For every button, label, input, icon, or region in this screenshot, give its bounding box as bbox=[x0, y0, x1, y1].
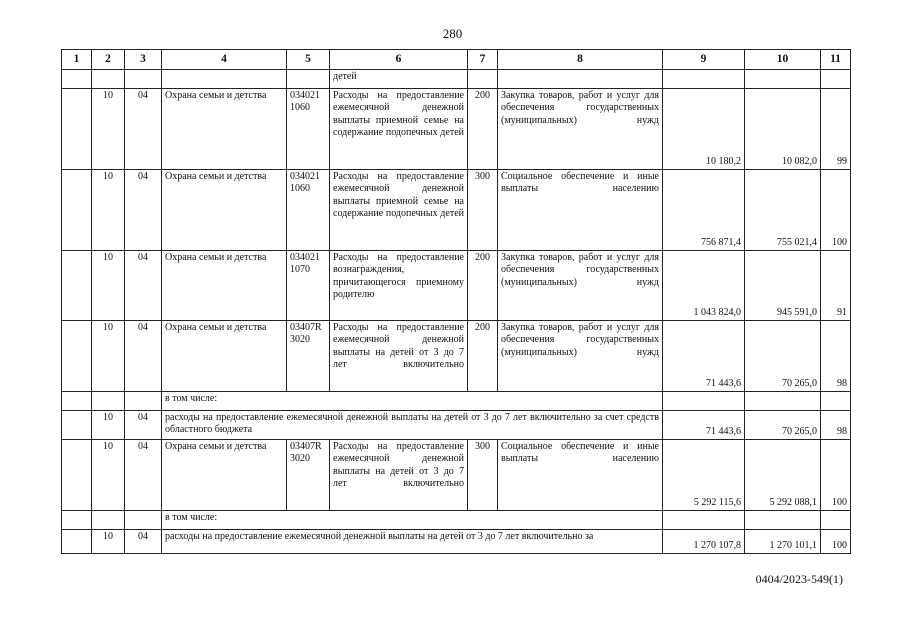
actual-amount-cell: 5 292 088,1 bbox=[745, 440, 821, 511]
expense-description-cell: Расходы на предоставление ежемесячной денежной выплаты на детей от 3 до 7 лет включительно bbox=[330, 321, 468, 392]
empty-cell bbox=[125, 70, 162, 89]
empty-cell bbox=[821, 392, 851, 411]
table-row bbox=[62, 251, 851, 321]
col-header: 10 bbox=[745, 50, 821, 70]
planned-amount-cell: 71 443,6 bbox=[663, 411, 745, 440]
expense-type-code-cell: 300 bbox=[468, 170, 498, 251]
expense-description-cell: Расходы на предоставление ежемесячной денежной выплаты на детей от 3 до 7 лет включительно bbox=[330, 440, 468, 511]
document-code: 0404/2023-549(1) bbox=[755, 572, 843, 586]
col-header: 2 bbox=[92, 50, 125, 70]
empty-cell bbox=[62, 251, 92, 321]
empty-cell bbox=[663, 511, 745, 530]
col-header: 6 bbox=[330, 50, 468, 70]
subsection-code-cell: 04 bbox=[125, 530, 162, 554]
planned-amount-cell: 10 180,2 bbox=[663, 89, 745, 170]
planned-amount-cell: 1 043 824,0 bbox=[663, 251, 745, 321]
section-code-cell: 10 bbox=[92, 321, 125, 392]
empty-cell bbox=[745, 70, 821, 89]
empty-cell bbox=[821, 70, 851, 89]
empty-cell bbox=[62, 70, 92, 89]
expense-type-name-cell: Социальное обеспечение и иные выплаты населению bbox=[498, 440, 663, 511]
empty-cell bbox=[745, 511, 821, 530]
planned-amount-cell: 71 443,6 bbox=[663, 321, 745, 392]
empty-cell bbox=[821, 511, 851, 530]
actual-amount-cell: 10 082,0 bbox=[745, 89, 821, 170]
subsection-name-cell: Охрана семьи и детства bbox=[162, 251, 287, 321]
including-description-cell: расходы на предоставление ежемесячной денежной выплаты на детей от 3 до 7 лет включительно за счет средств областного бюджета bbox=[162, 411, 663, 440]
including-description-cell: расходы на предоставление ежемесячной денежной выплаты на детей от 3 до 7 лет включительно за bbox=[162, 530, 663, 554]
actual-amount-cell: 1 270 101,1 bbox=[745, 530, 821, 554]
empty-cell bbox=[468, 70, 498, 89]
table-row bbox=[62, 70, 851, 89]
table-row bbox=[62, 170, 851, 251]
expense-type-name-cell: Социальное обеспечение и иные выплаты населению bbox=[498, 170, 663, 251]
subsection-code-cell: 04 bbox=[125, 321, 162, 392]
subsection-code-cell: 04 bbox=[125, 411, 162, 440]
empty-cell bbox=[287, 70, 330, 89]
actual-amount-cell: 70 265,0 bbox=[745, 411, 821, 440]
table-row bbox=[62, 392, 851, 411]
expense-type-name-cell: Закупка товаров, работ и услуг для обеспечения государственных (муниципальных) нужд bbox=[498, 321, 663, 392]
expense-type-code-cell: 300 bbox=[468, 440, 498, 511]
note-cell: в том числе: bbox=[162, 392, 663, 411]
percent-cell: 100 bbox=[821, 440, 851, 511]
target-article-cell: 034021 1060 bbox=[287, 170, 330, 251]
subsection-name-cell: Охрана семьи и детства bbox=[162, 170, 287, 251]
page-number: 280 bbox=[442, 26, 463, 41]
empty-cell bbox=[162, 70, 287, 89]
section-code-cell: 10 bbox=[92, 440, 125, 511]
subsection-name-cell: Охрана семьи и детства bbox=[162, 440, 287, 511]
percent-cell: 100 bbox=[821, 530, 851, 554]
empty-cell bbox=[62, 89, 92, 170]
actual-amount-cell: 755 021,4 bbox=[745, 170, 821, 251]
percent-cell: 91 bbox=[821, 251, 851, 321]
table-row bbox=[62, 411, 851, 440]
note-cell: в том числе: bbox=[162, 511, 663, 530]
empty-cell bbox=[498, 70, 663, 89]
expense-description-cell: Расходы на предоставление ежемесячной денежной выплаты приемной семье на содержание подопечных детей bbox=[330, 170, 468, 251]
target-article-cell: 034021 1070 bbox=[287, 251, 330, 321]
empty-cell bbox=[62, 440, 92, 511]
target-article-cell: 03407R 3020 bbox=[287, 321, 330, 392]
table-row bbox=[62, 511, 851, 530]
section-code-cell: 10 bbox=[92, 170, 125, 251]
empty-cell bbox=[62, 170, 92, 251]
col-header: 11 bbox=[821, 50, 851, 70]
percent-cell: 100 bbox=[821, 170, 851, 251]
empty-cell bbox=[92, 392, 125, 411]
section-code-cell: 10 bbox=[92, 530, 125, 554]
percent-cell: 98 bbox=[821, 321, 851, 392]
percent-cell: 99 bbox=[821, 89, 851, 170]
empty-cell bbox=[663, 70, 745, 89]
subsection-code-cell: 04 bbox=[125, 251, 162, 321]
expense-type-code-cell: 200 bbox=[468, 251, 498, 321]
percent-cell: 98 bbox=[821, 411, 851, 440]
target-article-cell: 034021 1060 bbox=[287, 89, 330, 170]
actual-amount-cell: 70 265,0 bbox=[745, 321, 821, 392]
empty-cell bbox=[125, 511, 162, 530]
planned-amount-cell: 1 270 107,8 bbox=[663, 530, 745, 554]
table-row bbox=[62, 440, 851, 511]
section-code-cell: 10 bbox=[92, 251, 125, 321]
subsection-code-cell: 04 bbox=[125, 170, 162, 251]
empty-cell bbox=[62, 411, 92, 440]
col-header: 5 bbox=[287, 50, 330, 70]
empty-cell bbox=[62, 321, 92, 392]
target-article-cell: 03407R 3020 bbox=[287, 440, 330, 511]
empty-cell bbox=[62, 530, 92, 554]
empty-cell bbox=[663, 392, 745, 411]
expense-description-cell: детей bbox=[330, 70, 468, 89]
expense-type-name-cell: Закупка товаров, работ и услуг для обеспечения государственных (муниципальных) нужд bbox=[498, 251, 663, 321]
col-header: 1 bbox=[62, 50, 92, 70]
expense-type-code-cell: 200 bbox=[468, 321, 498, 392]
section-code-cell: 10 bbox=[92, 411, 125, 440]
planned-amount-cell: 5 292 115,6 bbox=[663, 440, 745, 511]
empty-cell bbox=[92, 511, 125, 530]
subsection-name-cell: Охрана семьи и детства bbox=[162, 321, 287, 392]
empty-cell bbox=[125, 392, 162, 411]
empty-cell bbox=[745, 392, 821, 411]
table-row bbox=[62, 530, 851, 554]
empty-cell bbox=[92, 70, 125, 89]
header-row bbox=[62, 50, 851, 70]
expense-description-cell: Расходы на предоставление ежемесячной денежной выплаты приемной семье на содержание подопечных детей bbox=[330, 89, 468, 170]
subsection-code-cell: 04 bbox=[125, 440, 162, 511]
subsection-code-cell: 04 bbox=[125, 89, 162, 170]
col-header: 4 bbox=[162, 50, 287, 70]
col-header: 3 bbox=[125, 50, 162, 70]
actual-amount-cell: 945 591,0 bbox=[745, 251, 821, 321]
subsection-name-cell: Охрана семьи и детства bbox=[162, 89, 287, 170]
budget-table bbox=[61, 49, 851, 554]
table-row bbox=[62, 321, 851, 392]
section-code-cell: 10 bbox=[92, 89, 125, 170]
col-header: 8 bbox=[498, 50, 663, 70]
empty-cell bbox=[62, 392, 92, 411]
planned-amount-cell: 756 871,4 bbox=[663, 170, 745, 251]
expense-description-cell: Расходы на предоставление вознаграждения, причитающегося приемному родителю bbox=[330, 251, 468, 321]
expense-type-name-cell: Закупка товаров, работ и услуг для обеспечения государственных (муниципальных) нужд bbox=[498, 89, 663, 170]
col-header: 9 bbox=[663, 50, 745, 70]
expense-type-code-cell: 200 bbox=[468, 89, 498, 170]
empty-cell bbox=[62, 511, 92, 530]
col-header: 7 bbox=[468, 50, 498, 70]
table-row bbox=[62, 89, 851, 170]
